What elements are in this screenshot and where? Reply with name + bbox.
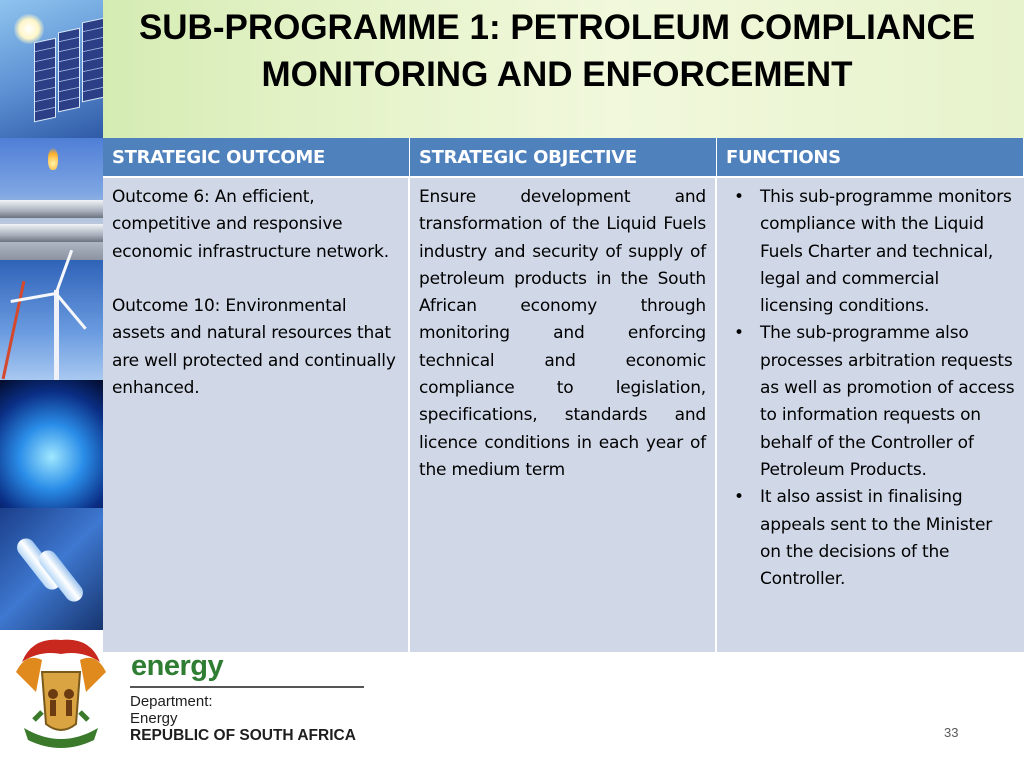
pipe-icon bbox=[0, 224, 103, 242]
refinery-pipes-image bbox=[0, 138, 103, 260]
department-name bbox=[130, 693, 356, 744]
page-number: 33 bbox=[944, 725, 959, 740]
energy-logo-word: energy bbox=[131, 650, 224, 682]
solar-panel-icon bbox=[82, 18, 103, 103]
turbine-tower-icon bbox=[54, 290, 59, 380]
sun-icon bbox=[14, 14, 44, 44]
gas-flame-image bbox=[0, 380, 103, 508]
header-strategic-objective: STRATEGIC OBJECTIVE bbox=[410, 138, 717, 178]
outcome-cell bbox=[103, 178, 410, 652]
logo-divider bbox=[130, 686, 364, 688]
header-strategic-outcome: STRATEGIC OUTCOME bbox=[103, 138, 410, 178]
coat-of-arms-icon bbox=[12, 632, 110, 754]
wind-turbine-image bbox=[0, 260, 103, 380]
function-item: • It also assist in finalising appeals sent to the Minister on the decisions of the Controller. bbox=[726, 484, 1015, 593]
energy-image-strip bbox=[0, 0, 103, 630]
flare-flame-icon bbox=[48, 148, 58, 170]
outcome-10-text: Outcome 10: Environmental assets and natural resources that are well protected and continually enhanced. bbox=[112, 296, 396, 399]
pipe-icon bbox=[0, 200, 103, 218]
slide-title: SUB-PROGRAMME 1: PETROLEUM COMPLIANCE MONITORING AND ENFORCEMENT bbox=[138, 8, 976, 94]
crane-icon bbox=[2, 281, 26, 379]
dept-line-2: Energy bbox=[130, 710, 178, 727]
solar-panel-icon bbox=[58, 28, 80, 113]
function-item: • The sub-programme also processes arbitration requests as well as promotion of access to information requests on behalf of the Controller of Petroleum Products. bbox=[726, 320, 1015, 484]
strategy-table bbox=[103, 138, 1024, 652]
turbine-blade-icon bbox=[55, 293, 87, 330]
functions-list bbox=[726, 184, 1015, 593]
turbine-blade-icon bbox=[10, 292, 56, 303]
dept-line-1: Department: bbox=[130, 693, 213, 710]
dept-line-3: REPUBLIC OF SOUTH AFRICA bbox=[130, 727, 356, 744]
energy-bulb-image bbox=[0, 508, 103, 630]
objective-text: Ensure development and transformation of the Liquid Fuels industry and security of supply of petroleum products in the South African economy through monitoring and enforcing technical and economic compliance to legislation, specifications, standards and licence conditions in each year of the medium term bbox=[419, 187, 706, 480]
function-item: • This sub-programme monitors compliance with the Liquid Fuels Charter and technical, legal and commercial licensing conditions. bbox=[726, 184, 1015, 320]
solar-panel-image bbox=[0, 0, 103, 138]
objective-cell bbox=[410, 178, 717, 652]
solar-panel-icon bbox=[34, 38, 56, 123]
functions-cell bbox=[717, 178, 1024, 652]
outcome-6-text: Outcome 6: An efficient, competitive and responsive economic infrastructure network. bbox=[112, 187, 389, 262]
header-functions: FUNCTIONS bbox=[717, 138, 1024, 178]
